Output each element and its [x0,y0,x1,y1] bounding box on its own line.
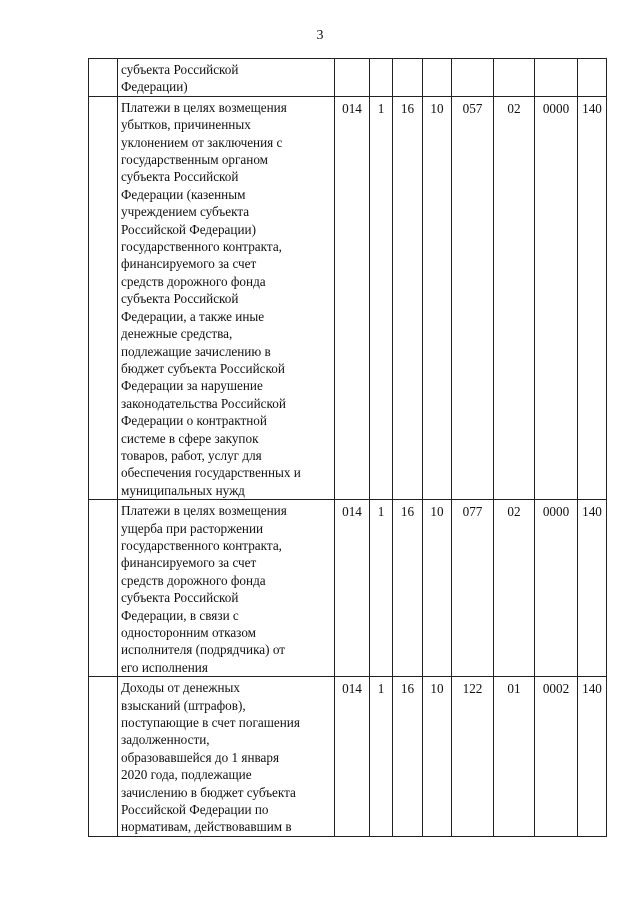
description-cell [118,500,335,677]
code-subgroup: 16 [393,96,423,499]
blank-cell [89,59,118,97]
code-element [494,59,535,97]
code-program: 0000 [535,96,578,499]
description-cell [118,59,335,97]
description-text: Доходы от денежных взысканий (штрафов), поступающие в счет погашения задолженности, образовавшейся до 1 января 2020 года, подлежащие зачислению в бюджет субъекта Российской Федерации по нормативам, действовавшим в [121,680,300,835]
code-element: 01 [494,677,535,837]
budget-classification-table [88,58,607,837]
code-subarticle: 122 [452,677,494,837]
code-administrator: 014 [335,677,370,837]
code-element: 02 [494,500,535,677]
code-subarticle: 077 [452,500,494,677]
code-article: 10 [423,96,452,499]
code-program: 0002 [535,677,578,837]
table-row [89,96,607,499]
table-row [89,59,607,97]
code-economic: 140 [578,96,607,499]
code-group [370,59,393,97]
code-article [423,59,452,97]
code-program [535,59,578,97]
code-program: 0000 [535,500,578,677]
table-body [89,59,607,837]
description-text: субъекта Российской Федерации) [121,62,239,95]
code-subarticle [452,59,494,97]
code-economic: 140 [578,500,607,677]
code-administrator: 014 [335,96,370,499]
blank-cell [89,500,118,677]
description-text: Платежи в целях возмещения ущерба при расторжении государственного контракта, финансируемого за счет средств дорожного фонда субъекта Российской Федерации, в связи с односторонним отказом исполнителя (подрядчика) от его исполнения [121,503,287,675]
code-economic: 140 [578,677,607,837]
code-subgroup: 16 [393,677,423,837]
description-cell [118,96,335,499]
code-article: 10 [423,500,452,677]
code-group: 1 [370,500,393,677]
page-number: 3 [316,28,324,43]
code-subgroup: 16 [393,500,423,677]
code-subarticle: 057 [452,96,494,499]
code-element: 02 [494,96,535,499]
blank-cell [89,677,118,837]
table-row [89,500,607,677]
code-administrator: 014 [335,500,370,677]
description-cell [118,677,335,837]
blank-cell [89,96,118,499]
code-group: 1 [370,96,393,499]
code-group: 1 [370,677,393,837]
code-economic [578,59,607,97]
table-row [89,677,607,837]
description-text: Платежи в целях возмещения убытков, причиненных уклонением от заключения с государственным органом субъекта Российской Федерации (казенным учреждением субъекта Российской Федерации) государственного контракта, финансируемого за счет средств дорожного фонда субъекта Российской Федерации, а также иные денежные средства, подлежащие зачислению в бюджет субъекта Российской Федерации за нарушение законодательства Российской Федерации о контрактной системе в сфере закупок товаров, работ, услуг для обеспечения государственных и муниципальных нужд [121,99,301,498]
code-article: 10 [423,677,452,837]
code-subgroup [393,59,423,97]
code-administrator [335,59,370,97]
